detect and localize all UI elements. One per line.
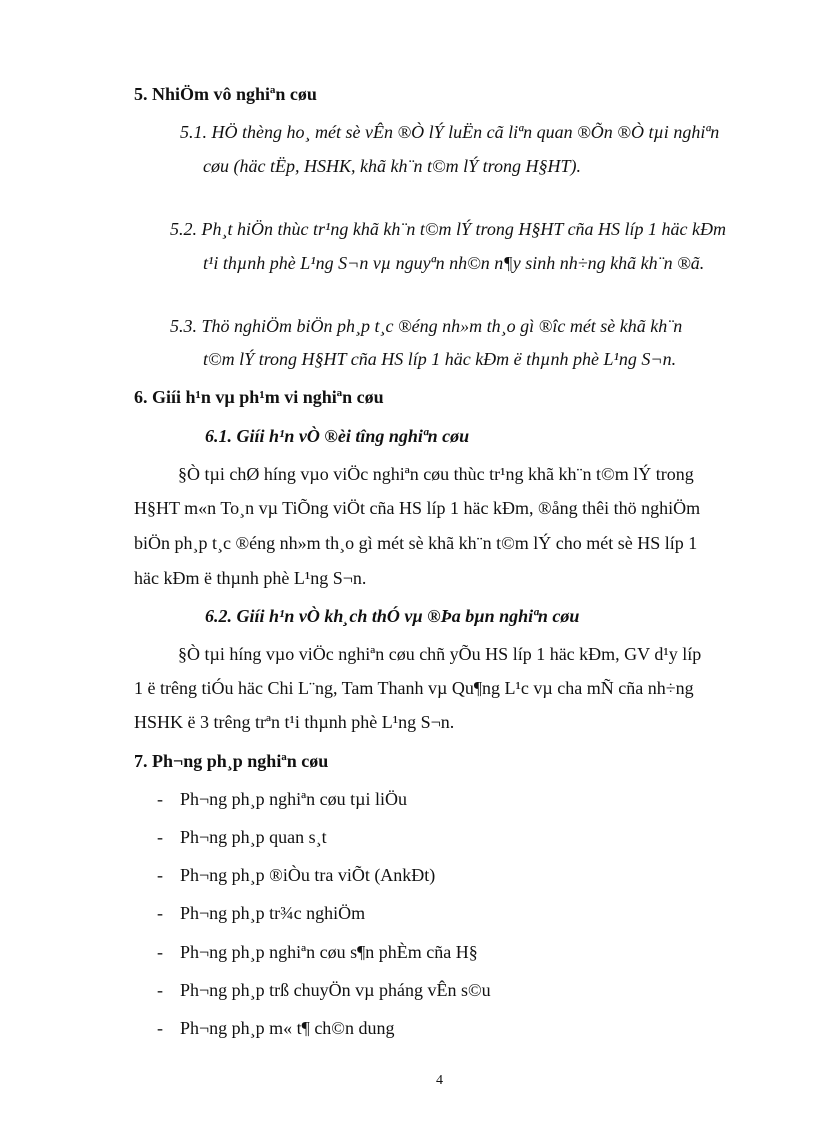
item-5-2-line-1: 5.2. Ph¸t hiÖn thùc tr¹ng khã kh¨n t©m lÝ trong H§HT cña HS líp 1 häc kÐm [170,219,727,239]
method-item: Ph¬ng ph¸p nghiªn cøu s¶n phÈm cña H§ [180,942,478,962]
subsection-6-2-title: 6.2. Giíi h¹n vÒ kh¸ch thÓ vµ ®Þa bµn nghiªn cøu [205,606,580,626]
subsection-6-1-line-3: biÖn ph¸p t¸c ®éng nh»m th¸o gì mét sè khã kh¨n t©m lÝ cho mét sè HS líp 1 [134,533,698,553]
subsection-6-1-line-4: häc kÐm ë thµnh phè L¹ng S¬n. [134,568,367,588]
section-7-heading: 7. Ph¬ng ph¸p nghiªn cøu [134,751,329,771]
bullet-marker: - [157,980,163,1000]
subsection-6-2-line-3: HSHK ë 3 trêng trªn t¹i thµnh phè L¹ng S¬n. [134,712,455,732]
method-item: Ph¬ng ph¸p tr¾c nghiÖm [180,903,366,923]
bullet-marker: - [157,903,163,923]
bullet-marker: - [157,865,163,885]
method-item: Ph¬ng ph¸p nghiªn cøu tµi liÖu [180,789,407,809]
page-number: 4 [436,1073,443,1088]
item-5-3-line-1: 5.3. Thö nghiÖm biÖn ph¸p t¸c ®éng nh»m th¸o gì ®îc mét sè khã kh¨n [170,316,683,336]
section-6-heading: 6. Giíi h¹n vµ ph¹m vi nghiªn cøu [134,387,384,407]
method-item: Ph¬ng ph¸p quan s¸t [180,827,327,847]
section-5-heading: 5. NhiÖm vô nghiªn cøu [134,84,317,104]
subsection-6-1-line-2: H§HT m«n To¸n vµ TiÕng viÖt cña HS líp 1 häc kÐm, ®ång thêi thö nghiÖm [134,498,701,518]
method-item: Ph¬ng ph¸p trß chuyÖn vµ pháng vÊn s©u [180,980,491,1000]
bullet-marker: - [157,1018,163,1038]
method-item: Ph¬ng ph¸p m« t¶ ch©n dung [180,1018,395,1038]
item-5-1-line-2: cøu (häc tËp, HSHK, khã kh¨n t©m lÝ trong H§HT). [203,156,581,176]
bullet-marker: - [157,942,163,962]
subsection-6-1-line-1: §Ò tµi chØ híng vµo viÖc nghiªn cøu thùc tr¹ng khã kh¨n t©m lÝ trong [178,464,694,484]
bullet-marker: - [157,789,163,809]
subsection-6-1-title: 6.1. Giíi h¹n vÒ ®èi tîng nghiªn cøu [205,426,470,446]
item-5-1-line-1: 5.1. HÖ thèng ho¸ mét sè vÊn ®Ò lÝ luËn cã liªn quan ®Õn ®Ò tµi nghiªn [180,122,720,142]
method-item: Ph¬ng ph¸p ®iÒu tra viÕt (AnkÐt) [180,865,436,885]
item-5-3-line-2: t©m lÝ trong H§HT cña HS líp 1 häc kÐm ë thµnh phè L¹ng S¬n. [203,349,677,369]
bullet-marker: - [157,827,163,847]
subsection-6-2-line-1: §Ò tµi híng vµo viÖc nghiªn cøu chñ yÕu HS líp 1 häc kÐm, GV d¹y líp [178,644,702,664]
subsection-6-2-line-2: 1 ë trêng tiÓu häc Chi L¨ng, Tam Thanh vµ Qu¶ng L¹c vµ cha mÑ cña nh÷ng [134,678,694,698]
item-5-2-line-2: t¹i thµnh phè L¹ng S¬n vµ nguyªn nh©n n¶y sinh nh÷ng khã kh¨n ®ã. [203,253,705,273]
